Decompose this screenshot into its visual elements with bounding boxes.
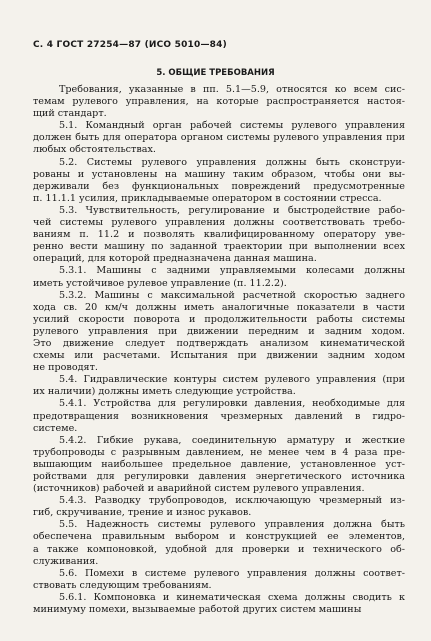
text-line: ствовать следующим требованиям. xyxy=(33,579,212,591)
text-line: п. 11.1.1 усилия, прикладываемые оператором в состоянии стресса. xyxy=(33,192,382,204)
text-line: держивали без функциональных повреждений предусмотренные xyxy=(33,180,405,192)
paragraph xyxy=(33,519,405,567)
text-line: предотвращения возникновения чрезмерных давлений в гидро- xyxy=(33,410,405,422)
paragraph xyxy=(33,265,405,289)
text-line: рованы и установлены на машину таким образом, чтобы они вы- xyxy=(33,168,405,180)
text-line: вышающим наибольшее предельное давление, установленное уст- xyxy=(33,458,405,470)
text-line: (источников) рабочей и аварийной систем рулевого управления. xyxy=(33,483,365,495)
text-line: ренно вести машину по заданной траектории при выполнении всех xyxy=(33,241,405,253)
text-line: 5.3.2. Машины с максимальной расчетной скоростью заднего xyxy=(59,289,405,301)
text-line: ройствами для регулировки давления энергетического источника xyxy=(33,471,405,482)
text-line: минимуму помехи, вызываемые работой других систем машины xyxy=(33,604,362,616)
text-line: 5.6. Помехи в системе рулевого управления должны соответ- xyxy=(59,567,405,579)
text-line: темам рулевого управления, на которые распространяется настоя- xyxy=(33,96,405,108)
paragraph xyxy=(33,84,405,120)
text-line: 5.4.1. Устройства для регулировки давления, необходимые для xyxy=(59,398,405,410)
text-line: усилий скорости поворота и продолжительности работы системы xyxy=(33,313,405,325)
paragraph xyxy=(33,374,405,398)
text-line: 5.4. Гидравлические контуры систем рулевого управления (при xyxy=(59,374,405,386)
text-line: щий стандарт. xyxy=(33,108,107,120)
text-line: иметь устойчивое рулевое управление (п. 11.2.2). xyxy=(33,277,287,289)
text-line: 5.5. Надежность системы рулевого управления должна быть xyxy=(59,519,405,531)
text-line: Это движение следует подтверждать анализом кинематической xyxy=(33,337,405,349)
text-line: любых обстоятельствах. xyxy=(33,144,156,156)
text-line: 5.4.3. Разводку трубопроводов, исключающую чрезмерный из- xyxy=(59,495,405,507)
paragraph xyxy=(33,495,405,519)
paragraph xyxy=(33,157,405,205)
text-line: 5.2. Системы рулевого управления должны быть сконструи- xyxy=(59,156,405,168)
text-line: их наличии) должны иметь следующие устройства. xyxy=(33,386,296,398)
text-line: служивания. xyxy=(33,555,99,567)
page-header: С. 4 ГОСТ 27254—87 (ИСО 5010—84) xyxy=(33,40,227,50)
text-line: системе. xyxy=(33,422,78,434)
text-line: ваниям п. 11.2 и позволять квалифицированному оператору уве- xyxy=(33,229,405,241)
text-line: 5.3. Чувствительность, регулирование и быстродействие рабо- xyxy=(59,204,405,216)
text-line: не проводят. xyxy=(33,362,98,374)
text-line: схемы или расчетами. Испытания при движении задним ходом xyxy=(33,350,405,362)
paragraph xyxy=(33,290,405,375)
text-line: обеспечена правильным выбором и конструкцией ее элементов, xyxy=(33,531,405,543)
paragraph xyxy=(33,592,405,616)
paragraph xyxy=(33,398,405,434)
paragraph xyxy=(33,568,405,592)
text-line: 5.1. Командный орган рабочей системы рулевого управления xyxy=(59,120,405,132)
text-line: рулевого управления при движении передним и задним ходом. xyxy=(33,325,405,337)
text-line: а также компоновкой, удобной для проверки и технического об- xyxy=(33,543,405,555)
text-line: операций, для которой предназначена данная машина. xyxy=(33,253,317,265)
section-title: 5. ОБЩИЕ ТРЕБОВАНИЯ xyxy=(156,68,275,78)
paragraph xyxy=(33,205,405,265)
text-line: Требования, указанные в пп. 5.1—5.9, относятся ко всем сис- xyxy=(59,84,405,95)
text-line: гиб, скручивание, трение и износ рукавов. xyxy=(33,507,252,519)
text-line: 5.4.2. Гибкие рукава, соединительную арматуру и жесткие xyxy=(59,434,405,446)
paragraph xyxy=(33,435,405,495)
text-line: чей системы рулевого управления должны соответствовать требо- xyxy=(33,217,405,229)
text-line: 5.6.1. Компоновка и кинематическая схема должны сводить к xyxy=(59,591,405,603)
text-line: трубопроводы с разрывным давлением, не менее чем в 4 раза пре- xyxy=(33,446,405,458)
text-line: 5.3.1. Машины с задними управляемыми колесами должны xyxy=(59,265,405,277)
paragraph xyxy=(33,120,405,156)
text-line: должен быть для оператора органом системы рулевого управления при xyxy=(33,132,405,144)
body-text xyxy=(33,84,405,616)
text-line: хода св. 20 км/ч должны иметь аналогичные показатели в части xyxy=(33,301,405,313)
